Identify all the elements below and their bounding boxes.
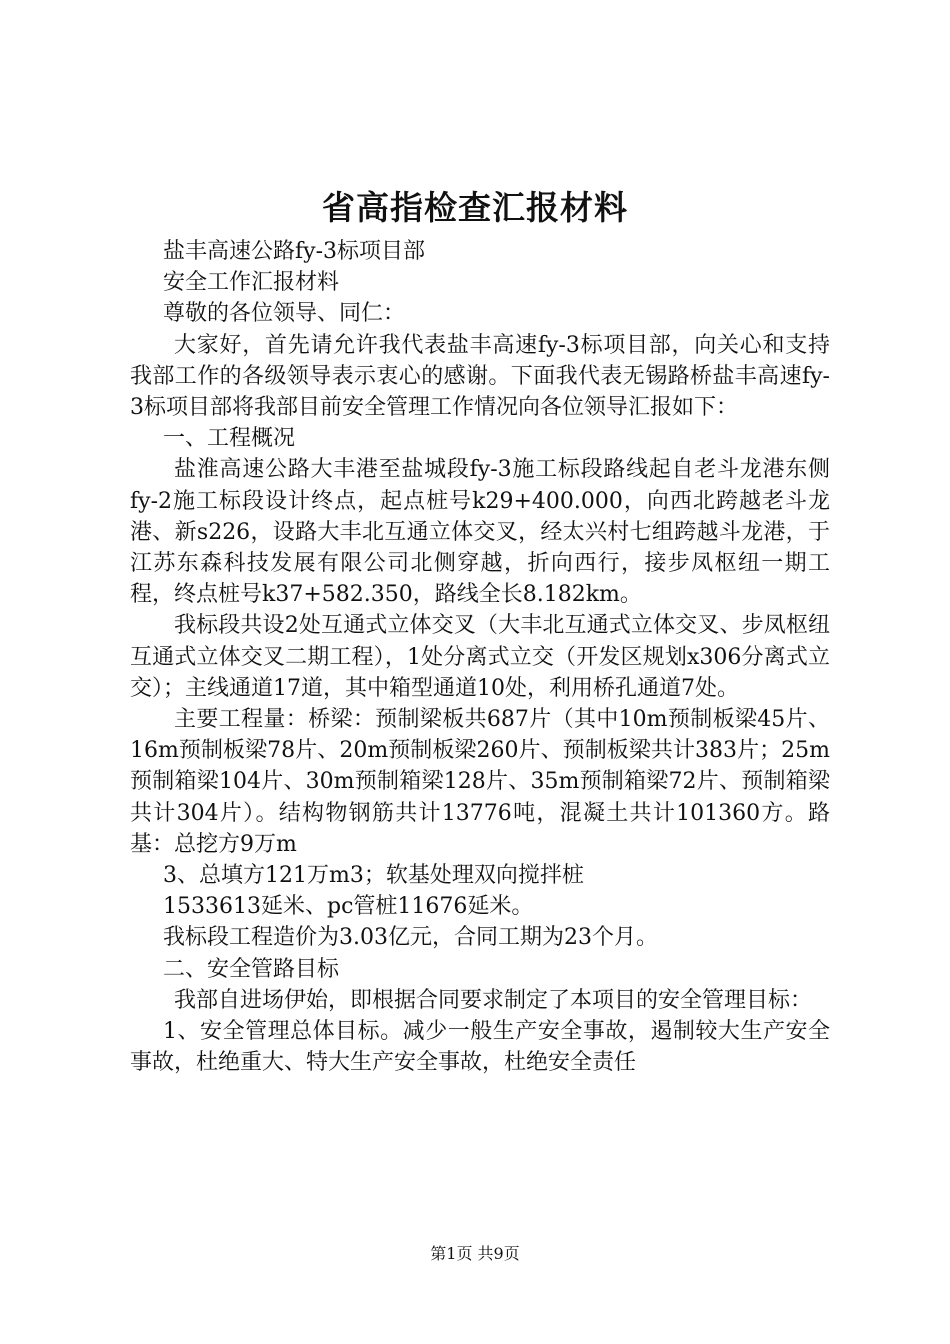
paragraph-quantities: 主要工程量：桥梁：预制梁板共687片（其中10m预制板梁45片、16m预制板梁78片、20m预制板梁260片、预制板梁共计383片；25m预制箱梁104片、30m预制箱梁128片、35m预制箱梁72片、预制箱梁共计304片）。结构物钢筋共计13776吨，混凝土共计101360方。路基：总挖方9万m — [130, 707, 830, 857]
paragraph-project-name: 盐丰高速公路fy-3标项目部 — [163, 239, 426, 264]
heading-project-overview: 一、工程概况 — [163, 426, 296, 452]
document-body — [130, 236, 830, 1078]
paragraph-route-description: 盐淮高速公路大丰港至盐城段fy-3施工标段路线起自老斗龙港东侧fy-2施工标段设计终点，起点桩号k29+400.000，向西北跨越老斗龙港、新s226，设路大丰北互通立体交叉，经太兴村七组跨越斗龙港，于江苏东森科技发展有限公司北侧穿越，折向西行，接步凤枢纽一期工程，终点桩号k37+582.350，路线全长8.182km。 — [130, 457, 830, 608]
paragraph-cost-duration: 我标段工程造价为3.03亿元，合同工期为23个月。 — [163, 925, 658, 951]
heading-safety-goals: 二、安全管路目标 — [163, 956, 340, 982]
paragraph-report-subtitle: 安全工作汇报材料 — [163, 270, 340, 296]
paragraph-interchanges: 我标段共设2处互通式立体交叉（大丰北互通式立体交叉、步凤枢纽互通式立体交叉二期工程），1处分离式立交（开发区规划x306分离式立交）；主线通道17道，其中箱型通道10处，利用桥孔通道7处。 — [130, 613, 830, 701]
paragraph-opening: 大家好，首先请允许我代表盐丰高速fy-3标项目部，向关心和支持我部工作的各级领导表示衷心的感谢。下面我代表无锡路桥盐丰高速fy-3标项目部将我部目前安全管理工作情况向各位领导汇报如下： — [130, 332, 830, 421]
page-number: 第1页 共9页 — [430, 1244, 520, 1263]
paragraph-salutation: 尊敬的各位领导、同仁： — [163, 301, 406, 327]
paragraph-piles: 1533613延米、pc管桩11676延米。 — [163, 894, 534, 920]
document-title: 省高指检查汇报材料 — [322, 188, 628, 227]
paragraph-safety-intro: 我部自进场伊始，即根据合同要求制定了本项目的安全管理目标： — [174, 987, 813, 1013]
paragraph-safety-overall-goal: 1、安全管理总体目标。减少一般生产安全事故，遏制较大生产安全事故，杜绝重大、特大生产安全事故，杜绝安全责任 — [130, 1019, 830, 1076]
paragraph-fill-volume: 3、总填方121万m3；软基处理双向搅拌桩 — [163, 863, 584, 889]
